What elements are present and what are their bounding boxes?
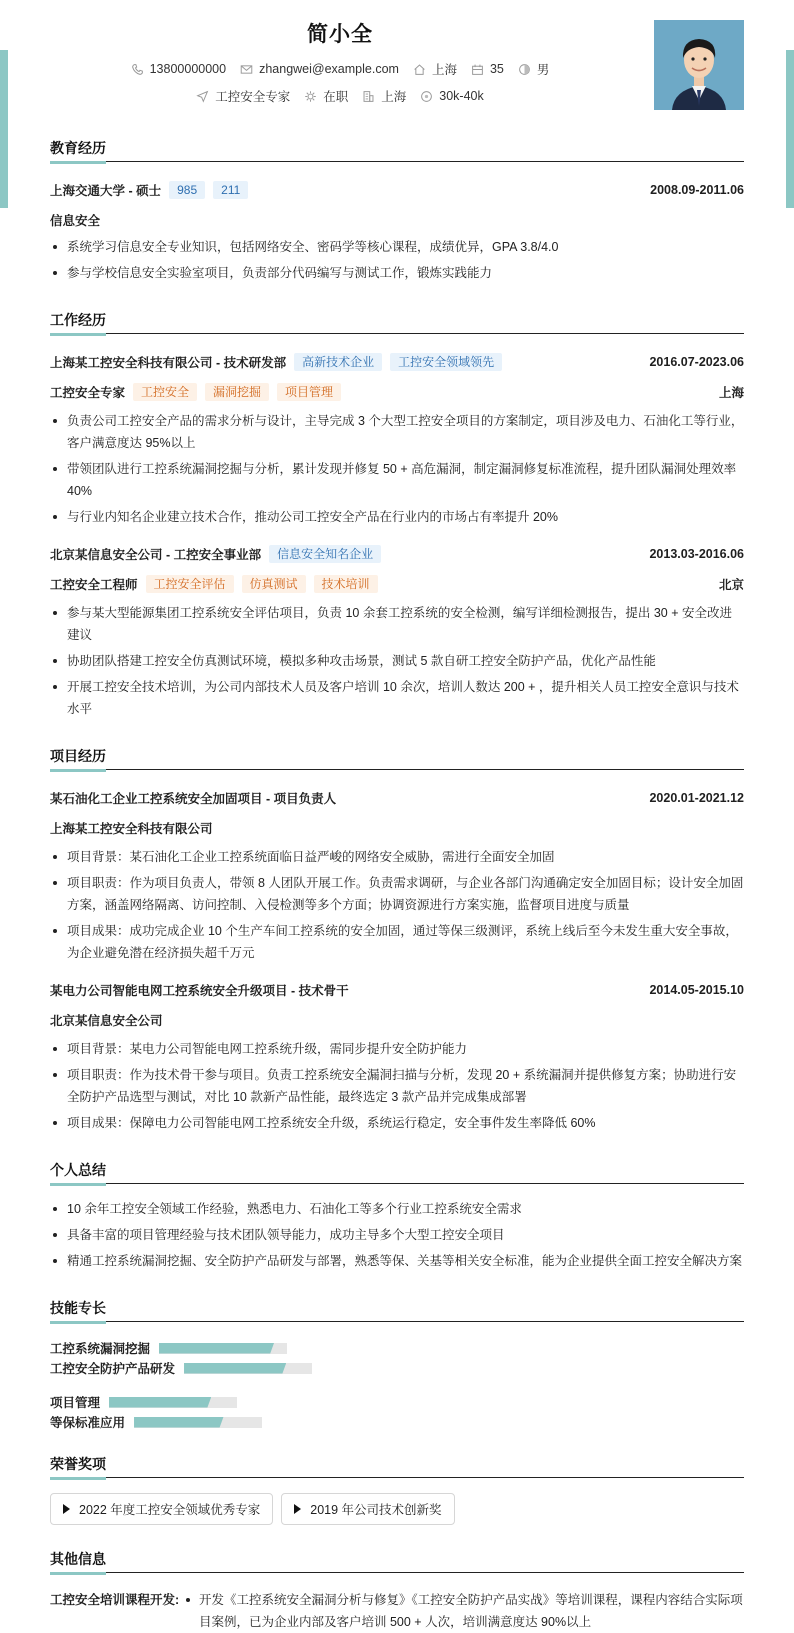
project-bullets [50, 1038, 744, 1134]
city-text: 上海 [431, 63, 457, 77]
skill-item [50, 1358, 403, 1378]
list-item: 项目成果：成功完成企业 10 个生产车间工控系统的安全加固，通过等保三级测评，系统上线后至今未发生重大安全事故，为企业避免潜在经济损失超千万元 [50, 920, 744, 964]
title-accent [50, 769, 106, 772]
skill-grid [50, 1338, 744, 1432]
skill-item [50, 1392, 403, 1412]
role-tag: 工控安全评估 [146, 575, 234, 593]
skill-item [50, 1338, 403, 1358]
skill-name: 项目管理 [50, 1396, 101, 1410]
job-location: 北京 [718, 578, 744, 592]
list-item: 项目成果：保障电力公司智能电网工控系统安全升级，系统运行稳定，安全事件发生率降低 60% [50, 1112, 744, 1134]
list-item: 与行业内知名企业建立技术合作，推动公司工控安全产品在行业内的市场占有率提升 20% [50, 506, 744, 528]
role-tag: 工控安全 [133, 383, 197, 401]
list-item: 项目背景：某电力公司智能电网工控系统升级，需同步提升安全防护能力 [50, 1038, 744, 1060]
skill-bar-fill [109, 1397, 211, 1408]
education-header [50, 180, 744, 200]
phone-icon [131, 63, 144, 76]
job-role: 工控安全工程师 [50, 578, 138, 592]
list-item: 精通工控系统漏洞挖掘、安全防护产品研发与部署，熟悉等保、关基等相关安全标准，能为企业提供全面工控安全解决方案 [50, 1250, 744, 1272]
other-label: 工控安全培训课程开发: [50, 1593, 180, 1607]
major: 信息安全 [50, 214, 101, 228]
project-header [50, 980, 744, 1000]
title-accent [50, 333, 106, 336]
gear-icon [304, 90, 317, 103]
contact-row [0, 60, 680, 78]
role-tag: 仿真测试 [242, 575, 306, 593]
list-item: 项目职责：作为项目负责人，带领 8 人团队开展工作。负责需求调研，与企业各部门沟通确定安全加固目标；设计安全加固方案，涵盖网络隔离、访问控制、入侵检测等多个方面；协调资源进行方案实施，监督项目进度与质量 [50, 872, 744, 916]
section-title-summary: 个人总结 [50, 1160, 744, 1184]
list-item: 项目背景：某石油化工企业工控系统面临日益严峻的网络安全威胁，需进行全面安全加固 [50, 846, 744, 868]
list-item: 10 余年工控安全领域工作经验，熟悉电力、石油化工等多个行业工控系统安全需求 [50, 1198, 744, 1220]
status-item [304, 87, 348, 105]
title-accent [50, 1572, 106, 1575]
calendar-icon [471, 63, 484, 76]
job-location: 上海 [718, 386, 744, 400]
section-title-projects: 项目经历 [50, 746, 744, 770]
job-role-row [50, 382, 744, 402]
project-date: 2014.05-2015.10 [649, 983, 744, 997]
section-title-awards: 荣誉奖项 [50, 1454, 744, 1478]
phone-item [131, 62, 226, 76]
list-item: 负责公司工控安全产品的需求分析与设计，主导完成 3 个大型工控安全项目的方案制定，项目涉及电力、石油化工等行业，客户满意度达 95%以上 [50, 410, 744, 454]
email-item [240, 62, 399, 76]
school-name: 上海交通大学 - 硕士 [50, 184, 162, 198]
project-org: 上海某工控安全科技有限公司 [50, 822, 213, 836]
skill-bar [184, 1363, 312, 1374]
company-name: 上海某工控安全科技有限公司 - 技术研发部 [50, 356, 287, 370]
list-item: 参与学校信息安全实验室项目，负责部分代码编写与测试工作，锻炼实践能力 [50, 262, 744, 284]
skill-bar-fill [159, 1343, 274, 1354]
gender-text: 男 [536, 63, 550, 77]
skill-bar [109, 1397, 237, 1408]
title-accent [50, 1183, 106, 1186]
avatar [654, 20, 744, 110]
job-role-row [50, 574, 744, 594]
skill-item [50, 1412, 403, 1432]
job-date: 2016.07-2023.06 [649, 355, 744, 369]
expected-city-text: 上海 [381, 90, 407, 104]
play-icon [294, 1504, 301, 1514]
school-tag: 985 [169, 181, 205, 199]
gender-icon [518, 63, 531, 76]
resume-body [50, 138, 744, 1633]
send-icon [196, 90, 209, 103]
section-title-other: 其他信息 [50, 1549, 744, 1573]
list-item: 带领团队进行工控系统漏洞挖掘与分析，累计发现并修复 50 + 高危漏洞，制定漏洞修复标准流程，提升团队漏洞处理效率 40% [50, 458, 744, 502]
project-name: 某石油化工企业工控系统安全加固项目 - 项目负责人 [50, 792, 337, 806]
job-role: 工控安全专家 [50, 386, 126, 400]
position-item [196, 87, 290, 105]
other-text: 开发《工控系统安全漏洞分析与修复》《工控安全防护产品实战》等培训课程，课程内容结合实际项目案例，已为企业内部及客户培训 500 + 人次，培训满意度达 90%以上 [184, 1589, 744, 1633]
skill-name: 工控安全防护产品研发 [50, 1362, 176, 1376]
school-tag: 211 [213, 181, 248, 199]
section-title-education: 教育经历 [50, 138, 744, 162]
phone-text: 13800000000 [149, 62, 227, 76]
expected-city-item [362, 87, 406, 105]
title-accent [50, 1321, 106, 1324]
skill-name: 工控系统漏洞挖掘 [50, 1342, 151, 1356]
title-accent [50, 161, 106, 164]
section-title-work: 工作经历 [50, 310, 744, 334]
list-item: 项目职责：作为技术骨干参与项目。负责工控系统安全漏洞扫描与分析，发现 20 + 系统漏洞并提供修复方案；协助进行安全防护产品选型与测试，对比 10 款新产品性能，最终选定 3 款产品并完成集成部署 [50, 1064, 744, 1108]
company-tag: 信息安全知名企业 [269, 545, 381, 563]
job-bullets [50, 602, 744, 720]
project-name: 某电力公司智能电网工控系统安全升级项目 - 技术骨干 [50, 984, 349, 998]
job-date: 2013.03-2016.06 [649, 547, 744, 561]
mail-icon [240, 63, 253, 76]
project-header [50, 788, 744, 808]
gender-item [518, 60, 550, 78]
skill-bar [159, 1343, 287, 1354]
education-bullets [50, 236, 744, 284]
education-date: 2008.09-2011.06 [650, 183, 744, 197]
play-icon [63, 1504, 70, 1514]
other-info-row [50, 1589, 744, 1633]
job-header [50, 544, 744, 564]
list-item: 具备丰富的项目管理经验与技术团队领导能力，成功主导多个大型工控安全项目 [50, 1224, 744, 1246]
role-tag: 漏洞挖掘 [205, 383, 269, 401]
skill-bar-fill [184, 1363, 286, 1374]
age-item [471, 62, 504, 76]
list-item: 开展工控安全技术培训，为公司内部技术人员及客户培训 10 余次，培训人数达 200 + ，提升相关人员工控安全意识与技术水平 [50, 676, 744, 720]
project-org: 北京某信息安全公司 [50, 1014, 163, 1028]
salary-text: 30k-40k [439, 89, 484, 103]
resume-header [0, 0, 794, 130]
company-name: 北京某信息安全公司 - 工控安全事业部 [50, 548, 262, 562]
skill-bar-fill [134, 1417, 224, 1428]
title-accent [50, 1477, 106, 1480]
job-header [50, 352, 744, 372]
job-intent-row [0, 87, 680, 105]
award-text: 2019 年公司技术创新奖 [310, 1503, 442, 1517]
candidate-name: 简小全 [307, 23, 373, 46]
age-text: 35 [489, 62, 504, 76]
role-tag: 技术培训 [314, 575, 378, 593]
position-text: 工控安全专家 [215, 90, 291, 104]
summary-bullets [50, 1198, 744, 1272]
role-tag: 项目管理 [277, 383, 341, 401]
award-text: 2022 年度工控安全领域优秀专家 [79, 1503, 261, 1517]
list-item: 协助团队搭建工控安全仿真测试环境，模拟多种攻击场景，测试 5 款自研工控安全防护产品，优化产品性能 [50, 650, 744, 672]
city-item [413, 60, 457, 78]
project-bullets [50, 846, 744, 964]
list-item: 系统学习信息安全专业知识，包括网络安全、密码学等核心课程，成绩优异，GPA 3.8/4.0 [50, 236, 744, 258]
award-item [281, 1493, 454, 1525]
list-item: 参与某大型能源集团工控系统安全评估项目，负责 10 余套工控系统的安全检测，编写详细检测报告，提出 30 + 安全改进建议 [50, 602, 744, 646]
company-tag: 工控安全领域领先 [390, 353, 502, 371]
salary-item [420, 89, 483, 103]
building-icon [362, 90, 375, 103]
job-bullets [50, 410, 744, 528]
skill-bar [134, 1417, 262, 1428]
email-text: zhangwei@example.com [259, 62, 399, 76]
skill-name: 等保标准应用 [50, 1416, 126, 1430]
home-icon [413, 63, 426, 76]
section-title-skills: 技能专长 [50, 1298, 744, 1322]
award-list [50, 1493, 744, 1525]
company-tag: 高新技术企业 [294, 353, 382, 371]
coin-icon [420, 90, 433, 103]
project-date: 2020.01-2021.12 [649, 791, 744, 805]
status-text: 在职 [323, 90, 349, 104]
award-item [50, 1493, 273, 1525]
